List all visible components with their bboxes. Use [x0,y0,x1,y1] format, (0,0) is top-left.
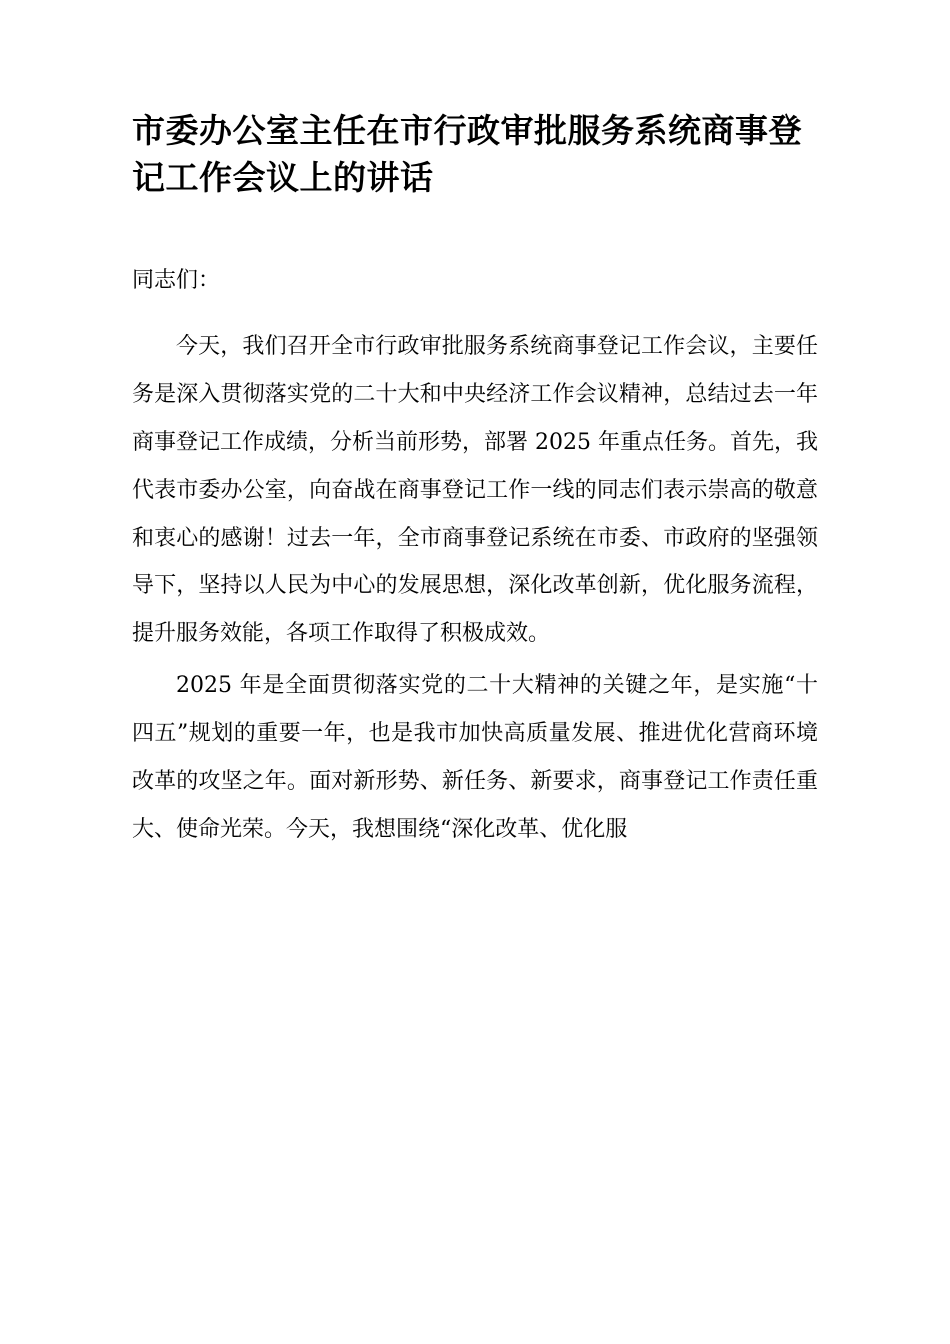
salutation: 同志们： [132,267,221,293]
page-title: 市委办公室主任在市行政审批服务系统商事登记工作会议上的讲话 [132,111,802,197]
body-paragraph-1: 今天，我们召开全市行政审批服务系统商事登记工作会议，主要任务是深入贯彻落实党的二十大和中央经济工作会议精神，总结过去一年商事登记工作成绩，分析当前形势，部署 2025 年重点任务。首先，我代表市委办公室，向奋战在商事登记工作一线的同志们表示崇高的敬意和衷心的感谢！过去一年，全市商事登记系统在市委、市政府的坚强领导下，坚持以人民为中心的发展思想，深化改革创新，优化服务流程，提升服务效能，各项工作取得了积极成效。 [132,333,818,647]
body-paragraph-2: 2025 年是全面贯彻落实党的二十大精神的关键之年，是实施“十四五”规划的重要一年，也是我市加快高质量发展、推进优化营商环境改革的攻坚之年。面对新形势、新任务、新要求，商事登记工作责任重大、使命光荣。今天，我想围绕“深化改革、优化服 [132,673,818,843]
